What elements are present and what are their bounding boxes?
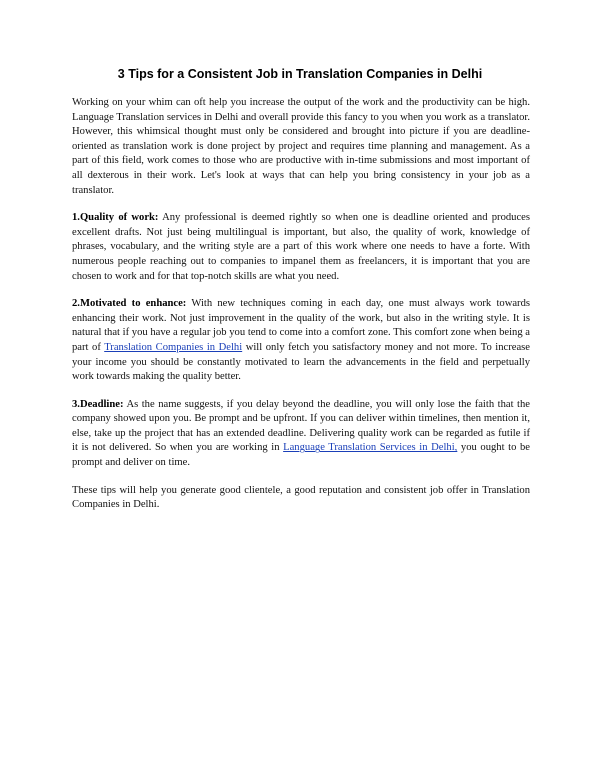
tip-motivation-heading: 2.Motivated to enhance: (72, 298, 187, 310)
tip-deadline-text-before: As the name suggests, if you delay beyond the deadline, you will only lose the faith that the company showed upon you. Be prompt and be upfront. If you can deliver within timelines, then mention it, else, take up the project that has an extended deadline. Delivering quality work can be regarded as futile if it is not delivered. So when you are working in (72, 398, 530, 454)
page-title: 3 Tips for a Consistent Job in Translation Companies in Delhi (117, 67, 483, 81)
tip-quality-text: Any professional is deemed rightly so when one is deadline oriented and produces excellent drafts. Not just being multilingual is important, but also, the quality of work, knowledge of phrases, vocabulary, and the writing style are a part of this work where one needs to have a forte. With numerous people reaching out to companies to impanel them as freelancers, it is important that you are chosen to work and for that top-notch skills are what you need. (72, 212, 531, 282)
tip-quality-heading: 1.Quality of work: (72, 212, 159, 224)
tip-motivation-text-before: With new techniques coming in each day, one must always work towards enhancing their work. Not just improvement in the quality of the work, but also in the writing style. It is natural that if you have a regular job you tend to come into a comfort zone. This comfort zone when being a part of (72, 298, 531, 353)
document-body (72, 96, 530, 526)
intro-paragraph: Working on your whim can oft help you increase the output of the work and the productivity can be high. Language Translation services in Delhi and overall provide this fancy to you when you work as a translator. However, this whimsical thought must only be considered and brought into picture if you are deadline-oriented as translation work is done project by project and requires time planning and management. As a part of this field, work comes to those who are productive with in-time submissions and most important of all dexterous in their work. Let's look at ways that can help you bring consistency in your job as a translator. (72, 97, 530, 196)
tip-quality-paragraph (72, 211, 530, 284)
conclusion-paragraph: These tips will help you generate good clientele, a good reputation and consistent job offer in Translation Companies in Delhi. (72, 484, 530, 511)
language-translation-services-link[interactable]: Language Translation Services in Delhi, (283, 442, 458, 454)
tip-deadline-text-after: you ought to be prompt and deliver on time. (72, 442, 530, 469)
tip-motivation-paragraph (72, 297, 530, 385)
translation-companies-link[interactable]: Translation Companies in Delhi (104, 341, 243, 353)
tip-deadline-paragraph (72, 398, 530, 471)
tip-motivation-text-after: will only fetch you satisfactory money and not more. To increase your income you should be constantly motivated to learn the advancements in the field and perpetually work towards making the quality better. (72, 341, 530, 383)
tip-deadline-heading: 3.Deadline: (72, 398, 124, 410)
